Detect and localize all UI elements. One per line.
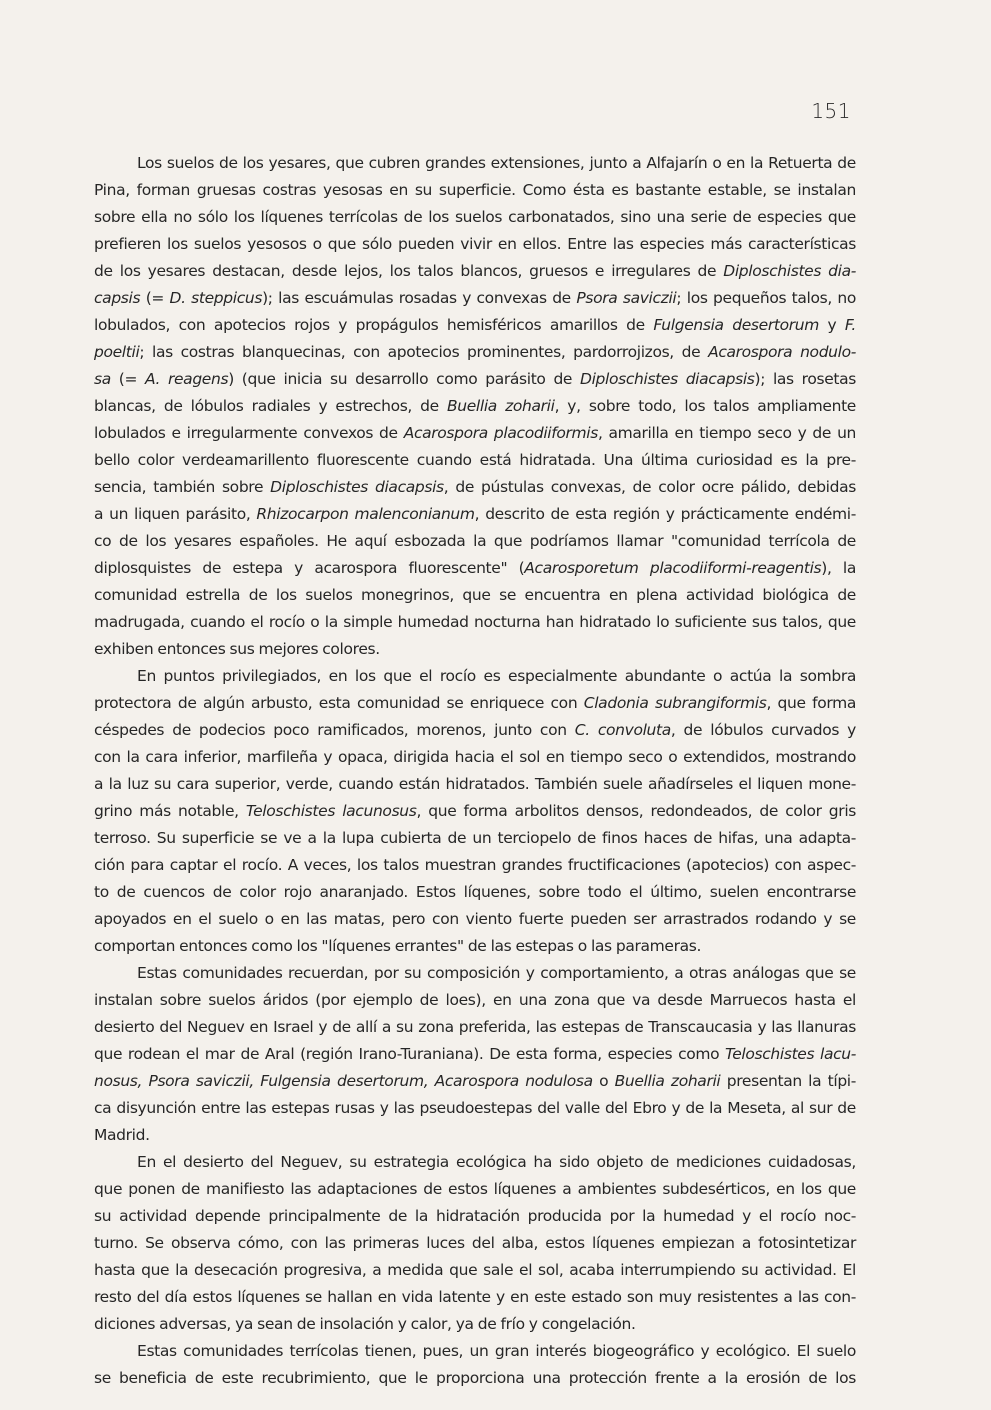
- text-line: [94, 204, 856, 231]
- text-run: , que forma arbolitos densos, redondeados, de color gris: [416, 802, 857, 820]
- italic-text: Psora saviczii: [576, 289, 677, 307]
- text-run: protectora de algún arbusto, esta comunidad se enriquece con: [94, 694, 584, 712]
- text-line: [94, 636, 856, 663]
- text-run: ), la: [821, 559, 856, 577]
- text-line: [94, 528, 856, 555]
- text-line: [94, 1014, 856, 1041]
- text-line: [94, 366, 856, 393]
- text-run: ; los pequeños talos, no: [676, 289, 857, 307]
- italic-text: capsis: [94, 289, 141, 307]
- text-line: [94, 1203, 856, 1230]
- italic-text: C. convoluta: [574, 721, 671, 739]
- italic-text: Acarosporetum placodiiformi-reagentis: [524, 559, 822, 577]
- text-run: exhiben entonces sus mejores colores.: [94, 640, 380, 658]
- text-line: [94, 555, 856, 582]
- italic-text: Acarospora nodulo-: [708, 343, 856, 361]
- text-run: En puntos privilegiados, en los que el rocío es especialmente abundante o actúa la sombra: [137, 667, 856, 685]
- text-run: , amarilla en tiempo seco y de un: [597, 424, 857, 442]
- text-run: ) (que inicia su desarrollo como parásito de: [228, 370, 580, 388]
- text-line: [94, 852, 856, 879]
- text-line: [94, 717, 856, 744]
- text-line: [94, 312, 856, 339]
- text-run: Estas comunidades terrícolas tienen, pues, un gran interés biogeográfico y ecológico. El suelo: [137, 1342, 856, 1360]
- text-run: , que forma: [766, 694, 856, 712]
- italic-text: Teloschistes lacu-: [725, 1045, 856, 1063]
- text-line: [94, 663, 856, 690]
- text-line: [94, 1257, 856, 1284]
- text-line: [94, 150, 856, 177]
- text-line: [94, 285, 856, 312]
- text-run: con la cara inferior, marfileña y opaca, dirigida hacia el sol en tiempo seco o extendidos, mostrando: [94, 748, 856, 766]
- text-run: Los suelos de los yesares, que cubren grandes extensiones, junto a Alfajarín o en la Retuerta de: [137, 154, 856, 172]
- italic-text: D. steppicus: [169, 289, 263, 307]
- text-line: [94, 1041, 856, 1068]
- text-line: [94, 177, 856, 204]
- text-line: [94, 1176, 856, 1203]
- italic-text: Acarospora placodiiformis: [403, 424, 598, 442]
- text-run: diplosquistes de estepa y acarospora fluorescente" (: [94, 559, 525, 577]
- text-run: , de lóbulos curvados y: [670, 721, 856, 739]
- text-run: co de los yesares españoles. He aquí esbozada la que podríamos llamar "comunidad terrícola de: [94, 532, 856, 550]
- italic-text: nosus, Psora saviczii, Fulgensia desertorum, Acarospora nodulosa: [94, 1072, 593, 1090]
- text-run: , descrito de esta región y prácticamente endémi-: [474, 505, 856, 523]
- text-run: su actividad depende principalmente de la hidratación producida por la humedad y el rocío noc-: [94, 1207, 856, 1225]
- text-line: [94, 339, 856, 366]
- text-run: sencia, también sobre: [94, 478, 271, 496]
- text-run: se beneficia de este recubrimiento, que le proporciona una protección frente a la erosión de los: [94, 1369, 856, 1387]
- text-line: [94, 1149, 856, 1176]
- text-run: Pina, forman gruesas costras yesosas en su superficie. Como ésta es bastante estable, se instalan: [94, 181, 856, 199]
- text-line: [94, 501, 856, 528]
- text-run: (=: [110, 370, 145, 388]
- text-run: Madrid.: [94, 1126, 150, 1144]
- page-number: 151: [811, 99, 851, 123]
- body-text: [94, 150, 856, 1392]
- text-line: [94, 906, 856, 933]
- text-run: lobulados e irregularmente convexos de: [94, 424, 404, 442]
- text-line: [94, 609, 856, 636]
- text-run: presentan la típi-: [720, 1072, 857, 1090]
- text-run: o: [592, 1072, 615, 1090]
- text-run: En el desierto del Neguev, su estrategia ecológica ha sido objeto de mediciones cuidadosas,: [137, 1153, 856, 1171]
- text-run: de los yesares destacan, desde lejos, los talos blancos, gruesos e irregulares de: [94, 262, 724, 280]
- text-line: [94, 1311, 856, 1338]
- text-line: [94, 1284, 856, 1311]
- text-run: prefieren los suelos yesosos o que sólo pueden vivir en ellos. Entre las especies más características: [94, 235, 856, 253]
- text-line: [94, 933, 856, 960]
- text-line: [94, 690, 856, 717]
- italic-text: Buellia zoharii: [446, 397, 555, 415]
- text-run: y: [818, 316, 845, 334]
- italic-text: Diploschistes dia-: [723, 262, 856, 280]
- text-run: ; las costras blanquecinas, con apotecios prominentes, pardorrojizos, de: [139, 343, 709, 361]
- text-line: [94, 987, 856, 1014]
- text-run: lobulados, con apotecios rojos y propágulos hemisféricos amarillos de: [94, 316, 654, 334]
- text-run: sobre ella no sólo los líquenes terrícolas de los suelos carbonatados, sino una serie de especies que: [94, 208, 856, 226]
- text-run: que ponen de manifiesto las adaptaciones de estos líquenes a ambientes subdesérticos, en los que: [94, 1180, 856, 1198]
- italic-text: Fulgensia desertorum: [653, 316, 819, 334]
- text-line: [94, 771, 856, 798]
- text-run: instalan sobre suelos áridos (por ejemplo de loes), en una zona que va desde Marruecos hasta el: [94, 991, 856, 1009]
- italic-text: Teloschistes lacunosus: [245, 802, 417, 820]
- text-line: [94, 1068, 856, 1095]
- italic-text: A. reagens: [144, 370, 229, 388]
- italic-text: poeltii: [94, 343, 140, 361]
- text-run: grino más notable,: [94, 802, 246, 820]
- text-run: madrugada, cuando el rocío o la simple humedad nocturna han hidratado lo suficiente sus talos, que: [94, 613, 856, 631]
- text-run: to de cuencos de color rojo anaranjado. Estos líquenes, sobre todo el último, suelen encontrarse: [94, 883, 856, 901]
- text-line: [94, 744, 856, 771]
- text-line: [94, 1365, 856, 1392]
- text-run: a un liquen parásito,: [94, 505, 257, 523]
- text-run: ); las rosetas: [754, 370, 856, 388]
- text-run: ca disyunción entre las estepas rusas y las pseudoestepas del valle del Ebro y de la Meseta, al sur de: [94, 1099, 856, 1117]
- text-line: [94, 447, 856, 474]
- text-run: terroso. Su superficie se ve a la lupa cubierta de un terciopelo de finos haces de hifas, una adapta-: [94, 829, 856, 847]
- text-run: , y, sobre todo, los talos ampliamente: [554, 397, 856, 415]
- text-line: [94, 474, 856, 501]
- italic-text: Cladonia subrangiformis: [583, 694, 767, 712]
- text-run: (=: [140, 289, 170, 307]
- text-run: apoyados en el suelo o en las matas, pero con viento fuerte pueden ser arrastrados rodando y se: [94, 910, 856, 928]
- text-line: [94, 879, 856, 906]
- text-run: ción para captar el rocío. A veces, los talos muestran grandes fructificaciones (apotecios) con aspec-: [94, 856, 856, 874]
- text-line: [94, 798, 856, 825]
- text-run: bello color verdeamarillento fluorescente cuando está hidratada. Una última curiosidad es la pre-: [94, 451, 856, 469]
- italic-text: Diploschistes diacapsis: [270, 478, 444, 496]
- text-run: céspedes de podecios poco ramificados, morenos, junto con: [94, 721, 575, 739]
- text-line: [94, 582, 856, 609]
- text-line: [94, 1338, 856, 1365]
- text-run: comportan entonces como los "líquenes errantes" de las estepas o las parameras.: [94, 937, 702, 955]
- text-run: diciones adversas, ya sean de insolación y calor, ya de frío y congelación.: [94, 1315, 636, 1333]
- text-line: [94, 1095, 856, 1122]
- text-run: comunidad estrella de los suelos monegrinos, que se encuentra en plena actividad biológica de: [94, 586, 856, 604]
- italic-text: F.: [844, 316, 856, 334]
- text-line: [94, 258, 856, 285]
- text-run: turno. Se observa cómo, con las primeras luces del alba, estos líquenes empiezan a fotosintetizar: [94, 1234, 856, 1252]
- text-run: desierto del Neguev en Israel y de allí a su zona preferida, las estepas de Transcaucasia y las llanuras: [94, 1018, 856, 1036]
- text-line: [94, 1230, 856, 1257]
- italic-text: sa: [94, 370, 111, 388]
- italic-text: Buellia zoharii: [614, 1072, 721, 1090]
- text-run: ); las escuámulas rosadas y convexas de: [262, 289, 577, 307]
- text-run: blancas, de lóbulos radiales y estrechos, de: [94, 397, 447, 415]
- text-run: Estas comunidades recuerdan, por su composición y comportamiento, a otras análogas que se: [137, 964, 856, 982]
- text-line: [94, 420, 856, 447]
- text-line: [94, 1122, 856, 1149]
- text-line: [94, 960, 856, 987]
- text-line: [94, 825, 856, 852]
- text-run: que rodean el mar de Aral (región Irano-Turaniana). De esta forma, especies como: [94, 1045, 726, 1063]
- text-line: [94, 231, 856, 258]
- text-run: , de pústulas convexas, de color ocre pálido, debidas: [443, 478, 857, 496]
- text-run: a la luz su cara superior, verde, cuando están hidratados. También suele añadírseles el liquen mone-: [94, 775, 856, 793]
- text-line: [94, 393, 856, 420]
- text-run: hasta que la desecación progresiva, a medida que sale el sol, acaba interrumpiendo su actividad. El: [94, 1261, 856, 1279]
- text-run: resto del día estos líquenes se hallan en vida latente y en este estado son muy resistentes a las con-: [94, 1288, 856, 1306]
- italic-text: Diploschistes diacapsis: [580, 370, 755, 388]
- italic-text: Rhizocarpon malenconianum: [256, 505, 475, 523]
